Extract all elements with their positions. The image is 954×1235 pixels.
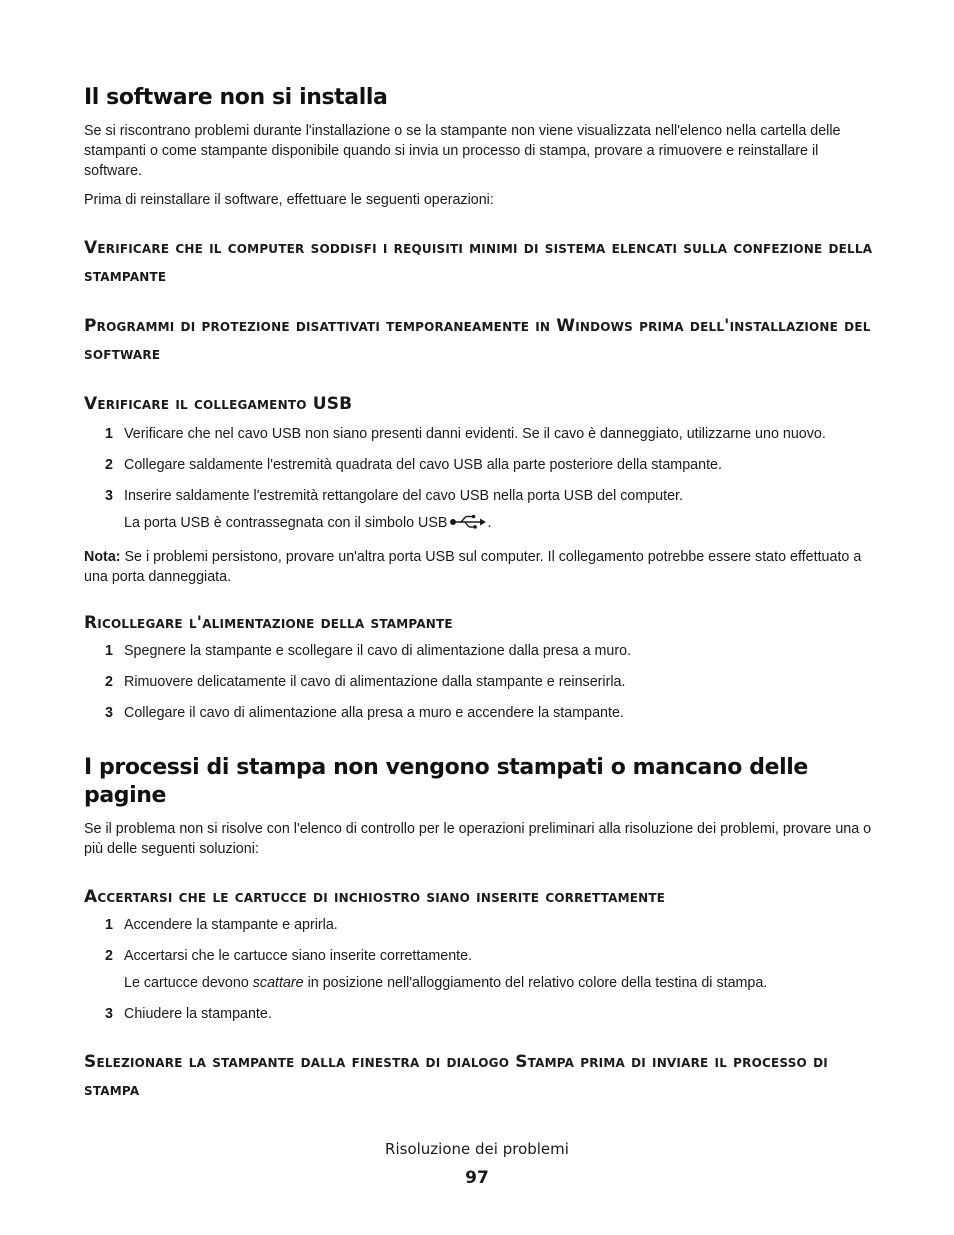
- step-subtext: [124, 513, 874, 536]
- step-text: Inserire saldamente l'estremità rettangolare del cavo USB nella porta USB del computer.: [124, 488, 684, 504]
- step-number: 3: [105, 488, 113, 504]
- step-text: Collegare saldamente l'estremità quadrata del cavo USB alla parte posteriore della stampante.: [124, 457, 722, 473]
- list-item: [84, 703, 874, 723]
- list-item: [84, 946, 874, 993]
- heading-protezione: Programmi di protezione disattivati temporaneamente in Windows prima dell'installazione del software: [84, 316, 871, 364]
- section-title-processi: I processi di stampa non vengono stampati o mancano delle pagine: [84, 755, 808, 808]
- note-text: Se i problemi persistono, provare un'altra porta USB sul computer. Il collegamento potrebbe essere stato effettuato a una porta danneggiata.: [84, 549, 862, 585]
- step-text: Verificare che nel cavo USB non siano presenti danni evidenti. Se il cavo è danneggiato, utilizzarne uno nuovo.: [124, 426, 826, 442]
- usb-icon: [449, 514, 487, 536]
- list-item: [84, 672, 874, 692]
- step-number: 1: [105, 917, 113, 933]
- step-text: Collegare il cavo di alimentazione alla presa a muro e accendere la stampante.: [124, 705, 624, 721]
- step-number: 1: [105, 426, 113, 442]
- step-number: 2: [105, 674, 113, 690]
- paragraph-intro: Se si riscontrano problemi durante l'installazione o se la stampante non viene visualizzata nell'elenco nella cartella delle stampanti o come stampante disponibile quando si invia un processo di stampa, provare a rimuovere e reinstallare il software.: [84, 123, 841, 179]
- power-steps-list: [84, 641, 874, 723]
- step-text: Spegnere la stampante e scollegare il cavo di alimentazione dalla presa a muro.: [124, 643, 632, 659]
- step-number: 2: [105, 948, 113, 964]
- page-number: 97: [465, 1168, 489, 1188]
- list-item: [84, 1004, 874, 1024]
- step-number: 2: [105, 457, 113, 473]
- paragraph-before: Prima di reinstallare il software, effettuare le seguenti operazioni:: [84, 192, 494, 208]
- cartridge-steps-list: [84, 915, 874, 1024]
- footer-section-name: Risoluzione dei problemi: [385, 1140, 569, 1158]
- step-number: 3: [105, 1006, 113, 1022]
- heading-stampa: Selezionare la stampante dalla finestra di dialogo Stampa prima di inviare il processo di stampa: [84, 1052, 828, 1100]
- sub-emphasis: scattare: [252, 975, 304, 991]
- step-subtext: [124, 973, 874, 993]
- step-text: Accendere la stampante e aprirla.: [124, 917, 338, 933]
- page-content: [84, 84, 874, 1104]
- usb-port-end: .: [487, 515, 492, 531]
- list-item: [84, 641, 874, 661]
- step-text: Accertarsi che le cartucce siano inserite correttamente.: [124, 948, 473, 964]
- heading-requisiti: Verificare che il computer soddisfi i requisiti minimi di sistema elencati sulla confezione della stampante: [84, 238, 873, 286]
- list-item: [84, 455, 874, 475]
- step-number: 1: [105, 643, 113, 659]
- section-title-software: Il software non si installa: [84, 85, 388, 110]
- step-text: Chiudere la stampante.: [124, 1006, 272, 1022]
- heading-cartucce: Accertarsi che le cartucce di inchiostro siano inserite correttamente: [84, 887, 666, 907]
- list-item: [84, 486, 874, 536]
- step-text: Rimuovere delicatamente il cavo di alimentazione dalla stampante e reinserirla.: [124, 674, 626, 690]
- paragraph-intro-2: Se il problema non si risolve con l'elenco di controllo per le operazioni preliminari alla risoluzione dei problemi, provare una o più delle seguenti soluzioni:: [84, 821, 872, 857]
- heading-alimentazione: Ricollegare l'alimentazione della stampante: [84, 613, 453, 633]
- list-item: [84, 915, 874, 935]
- usb-port-text: La porta USB è contrassegnata con il simbolo USB: [124, 515, 448, 531]
- sub-post: in posizione nell'alloggiamento del relativo colore della testina di stampa.: [303, 975, 768, 991]
- step-number: 3: [105, 705, 113, 721]
- usb-steps-list: [84, 424, 874, 536]
- list-item: [84, 424, 874, 444]
- sub-pre: Le cartucce devono: [124, 975, 253, 991]
- note-paragraph: [84, 547, 874, 587]
- heading-usb: Verificare il collegamento USB: [84, 394, 353, 414]
- note-label: Nota:: [84, 549, 121, 565]
